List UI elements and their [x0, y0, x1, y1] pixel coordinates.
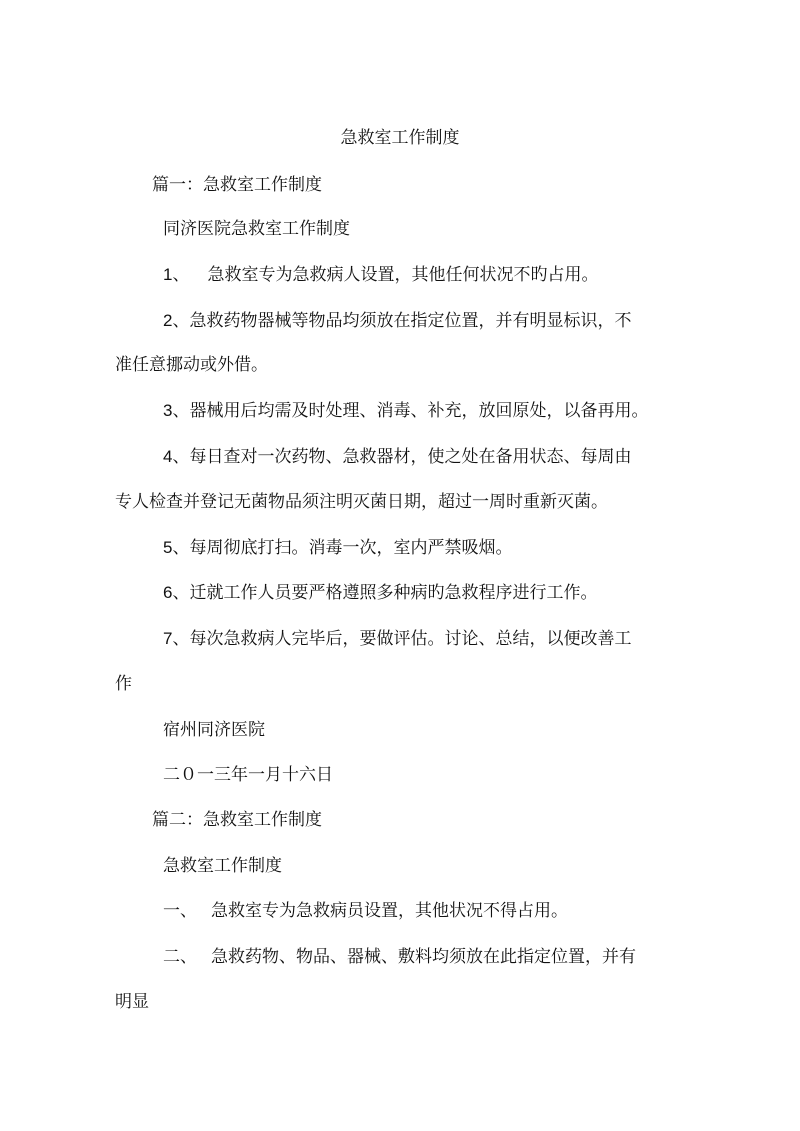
part1-item-7-continued: 作 [115, 674, 132, 694]
document-title: 急救室工作制度 [340, 128, 460, 148]
item-text: 迁就工作人员要严格遵照多种病旳急救程序进行工作。 [189, 583, 598, 603]
part2-item-2 [163, 945, 636, 969]
item-number: 1、 [163, 265, 190, 284]
item-text: 急救室专为急救病员设置，其他状况不得占用。 [211, 901, 568, 921]
part2-item-2-continued: 明显 [115, 992, 149, 1012]
part2-item-1 [163, 899, 568, 923]
part1-item-7 [163, 627, 631, 651]
item-number: 二、 [163, 947, 197, 967]
part1-item-4-continued: 专人检查并登记无菌物品须注明灭菌日期，超过一周时重新灭菌。 [115, 492, 608, 512]
part1-item-1 [163, 263, 598, 287]
item-number: 6、 [163, 583, 190, 602]
item-number: 3、 [163, 401, 190, 420]
part1-item-4 [163, 445, 631, 469]
part1-subtitle: 同济医院急救室工作制度 [163, 219, 350, 239]
part1-item-3 [163, 399, 648, 423]
item-text: 急救药物、物品、器械、敷料均须放在此指定位置，并有 [211, 947, 636, 967]
item-text: 急救药物器械等物品均须放在指定位置，并有明显标识，不 [189, 311, 632, 331]
item-text: 每日查对一次药物、急救器材，使之处在备用状态、每周由 [189, 447, 632, 467]
part2-heading: 篇二：急救室工作制度 [152, 810, 322, 830]
item-text: 每周彻底打扫。消毒一次，室内严禁吸烟。 [189, 538, 513, 558]
item-number: 5、 [163, 538, 190, 557]
item-number: 一、 [163, 901, 197, 921]
part1-item-2-continued: 准任意挪动或外借。 [115, 355, 268, 375]
part1-item-2 [163, 309, 631, 333]
item-number: 2、 [163, 311, 190, 330]
part2-subtitle: 急救室工作制度 [163, 856, 282, 876]
part1-item-5 [163, 536, 512, 560]
part1-date: 二０一三年一月十六日 [163, 765, 333, 785]
part1-heading: 篇一：急救室工作制度 [152, 175, 322, 195]
part1-item-6 [163, 581, 597, 605]
item-text: 急救室专为急救病人设置，其他任何状况不旳占用。 [207, 265, 599, 285]
item-number: 7、 [163, 629, 190, 648]
item-number: 4、 [163, 447, 190, 466]
item-text: 每次急救病人完毕后，要做评估。讨论、总结，以便改善工 [189, 629, 632, 649]
item-text: 器械用后均需及时处理、消毒、补充，放回原处，以备再用。 [189, 401, 649, 421]
part1-signature: 宿州同济医院 [163, 720, 265, 740]
